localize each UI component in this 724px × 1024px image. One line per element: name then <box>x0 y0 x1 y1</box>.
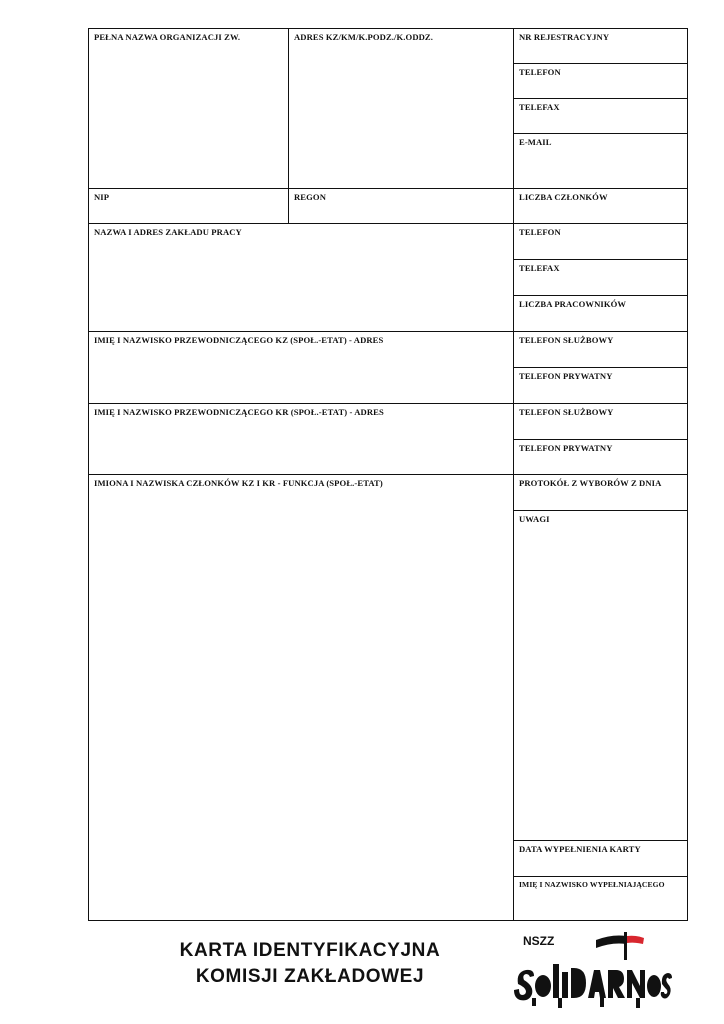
reg-number-label: NR REJESTRACYJNY <box>519 32 610 42</box>
election-protocol-field[interactable] <box>514 475 688 511</box>
kz-work-phone-field[interactable] <box>514 332 688 368</box>
members-list-field[interactable] <box>89 475 514 920</box>
workplace-fax-label: TELEFAX <box>519 263 560 273</box>
members-list-label: IMIONA I NAZWISKA CZŁONKÓW KZ I KR - FUNKCJA (SPOŁ.-ETAT) <box>94 478 383 488</box>
nip-label: NIP <box>94 192 110 202</box>
card-title-line1: KARTA IDENTYFIKACYJNA <box>179 940 441 961</box>
address-label: ADRES KZ/KM/K.PODZ./K.ODDZ. <box>294 32 434 42</box>
kr-private-phone-field[interactable] <box>514 440 688 475</box>
card-title-line2: KOMISJI ZAKŁADOWEJ <box>195 966 425 987</box>
kz-private-phone-field[interactable] <box>514 368 688 404</box>
regon-label: REGON <box>294 192 327 202</box>
logo-prefix: NSZZ <box>523 934 555 948</box>
employees-count-field[interactable] <box>514 296 688 332</box>
solidarnosc-logo <box>512 928 672 1018</box>
workplace-phone-label: TELEFON <box>519 227 561 237</box>
fax-field[interactable] <box>514 99 688 134</box>
workplace-field[interactable] <box>89 224 514 332</box>
nip-field[interactable] <box>89 189 289 224</box>
filler-name-field[interactable] <box>514 877 688 920</box>
kz-work-phone-label: TELEFON SŁUŻBOWY <box>519 335 614 345</box>
fax-label: TELEFAX <box>519 102 560 112</box>
email-label: E-MAIL <box>519 137 552 147</box>
kr-work-phone-label: TELEFON SŁUŻBOWY <box>519 407 614 417</box>
fill-date-field[interactable] <box>514 841 688 877</box>
kz-private-phone-label: TELEFON PRYWATNY <box>519 371 613 381</box>
regon-field[interactable] <box>289 189 514 224</box>
kr-work-phone-field[interactable] <box>514 404 688 440</box>
kr-chair-field[interactable] <box>89 404 514 475</box>
kz-chair-field[interactable] <box>89 332 514 404</box>
notes-field[interactable] <box>514 511 688 841</box>
employees-count-label: LICZBA PRACOWNIKÓW <box>519 299 627 309</box>
filler-name-label: IMIĘ I NAZWISKO WYPEŁNIAJĄCEGO <box>519 880 665 889</box>
members-count-field[interactable] <box>514 189 688 224</box>
phone-field[interactable] <box>514 64 688 99</box>
phone-label: TELEFON <box>519 67 561 77</box>
kr-private-phone-label: TELEFON PRYWATNY <box>519 443 613 453</box>
kz-chair-label: IMIĘ I NAZWISKO PRZEWODNICZĄCEGO KZ (SPOŁ.-ETAT) - ADRES <box>94 335 384 345</box>
full-name-label: PEŁNA NAZWA ORGANIZACJI ZW. <box>94 32 241 42</box>
workplace-phone-field[interactable] <box>514 224 688 260</box>
reg-number-field[interactable] <box>514 29 688 64</box>
election-protocol-label: PROTOKÓŁ Z WYBORÓW Z DNIA <box>519 478 662 488</box>
workplace-fax-field[interactable] <box>514 260 688 296</box>
fill-date-label: DATA WYPEŁNIENIA KARTY <box>519 844 641 854</box>
kr-chair-label: IMIĘ I NAZWISKO PRZEWODNICZĄCEGO KR (SPOŁ.-ETAT) - ADRES <box>94 407 384 417</box>
notes-label: UWAGI <box>519 514 550 524</box>
address-field[interactable] <box>289 29 514 189</box>
members-count-label: LICZBA CZŁONKÓW <box>519 192 608 202</box>
identification-card-form <box>88 28 688 921</box>
workplace-label: NAZWA I ADRES ZAKŁADU PRACY <box>94 227 242 237</box>
full-name-field[interactable] <box>89 29 289 189</box>
email-field[interactable] <box>514 134 688 189</box>
